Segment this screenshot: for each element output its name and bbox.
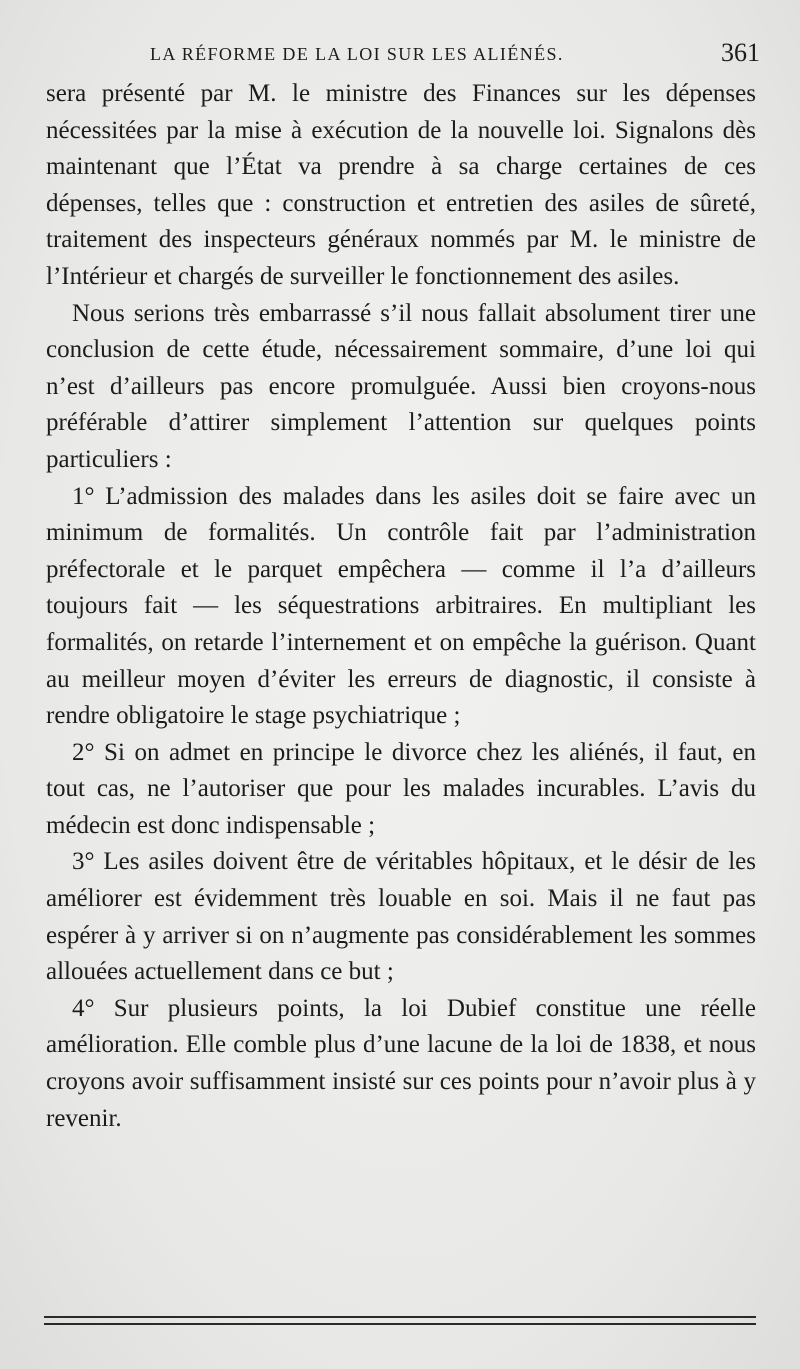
paragraph-continued: sera présenté par M. le ministre des Finances sur les dépenses nécessitées par la mise à exécution de la nouvelle loi. Signalons dès maintenant que l’État va prendre à sa charge certaines de ces dépenses, telles que : construction et entretien des asiles de sûreté, traitement des inspecteurs généraux nommés par M. le ministre de l’Intérieur et chargés de surveiller le fonctionnement des asiles. xyxy=(46,80,756,290)
point-4-paragraph: 4° Sur plusieurs points, la loi Dubief constitue une réelle amélioration. Elle comble plus d’une lacune de la loi de 1838, et nous croyons avoir suffisamment insisté sur ces points pour n’avoir plus à y revenir. xyxy=(46,994,756,1132)
running-title: LA RÉFORME DE LA LOI SUR LES ALIÉNÉS. xyxy=(150,44,564,64)
closing-rule-top xyxy=(44,1316,756,1318)
body-text xyxy=(46,76,756,1137)
point-1-paragraph: 1° L’admission des malades dans les asiles doit se faire avec un minimum de formalités. Un contrôle fait par l’administration préfectorale et le parquet empêchera — comme il l’a d’ailleurs toujours fait — les séquestrations arbitraires. En multipliant les formalités, on retarde l’internement et on empêche la guérison. Quant au meilleur moyen d’éviter les erreurs de diagnostic, il consiste à rendre obligatoire le stage psychiatrique ; xyxy=(46,482,756,730)
closing-rule-bottom xyxy=(44,1323,756,1325)
point-2-paragraph: 2° Si on admet en principe le divorce chez les aliénés, il faut, en tout cas, ne l’autoriser que pour les malades incurables. L’avis du médecin est donc indispensable ; xyxy=(46,738,756,839)
page-number: 361 xyxy=(721,38,760,67)
point-3-paragraph: 3° Les asiles doivent être de véritables hôpitaux, et le désir de les améliorer est évidemment très louable en soi. Mais il ne faut pas espérer à y arriver si on n’augmente pas considérablement les sommes allouées actuellement dans ce but ; xyxy=(46,848,756,986)
paragraph-conclusion: Nous serions très embarrassé s’il nous fallait absolument tirer une conclusion de cette étude, nécessairement sommaire, d’une loi qui n’est d’ailleurs pas encore promulguée. Aussi bien croyons-nous préférable d’attirer simplement l’attention sur quelques points particuliers : xyxy=(46,299,756,473)
running-head xyxy=(150,38,760,74)
